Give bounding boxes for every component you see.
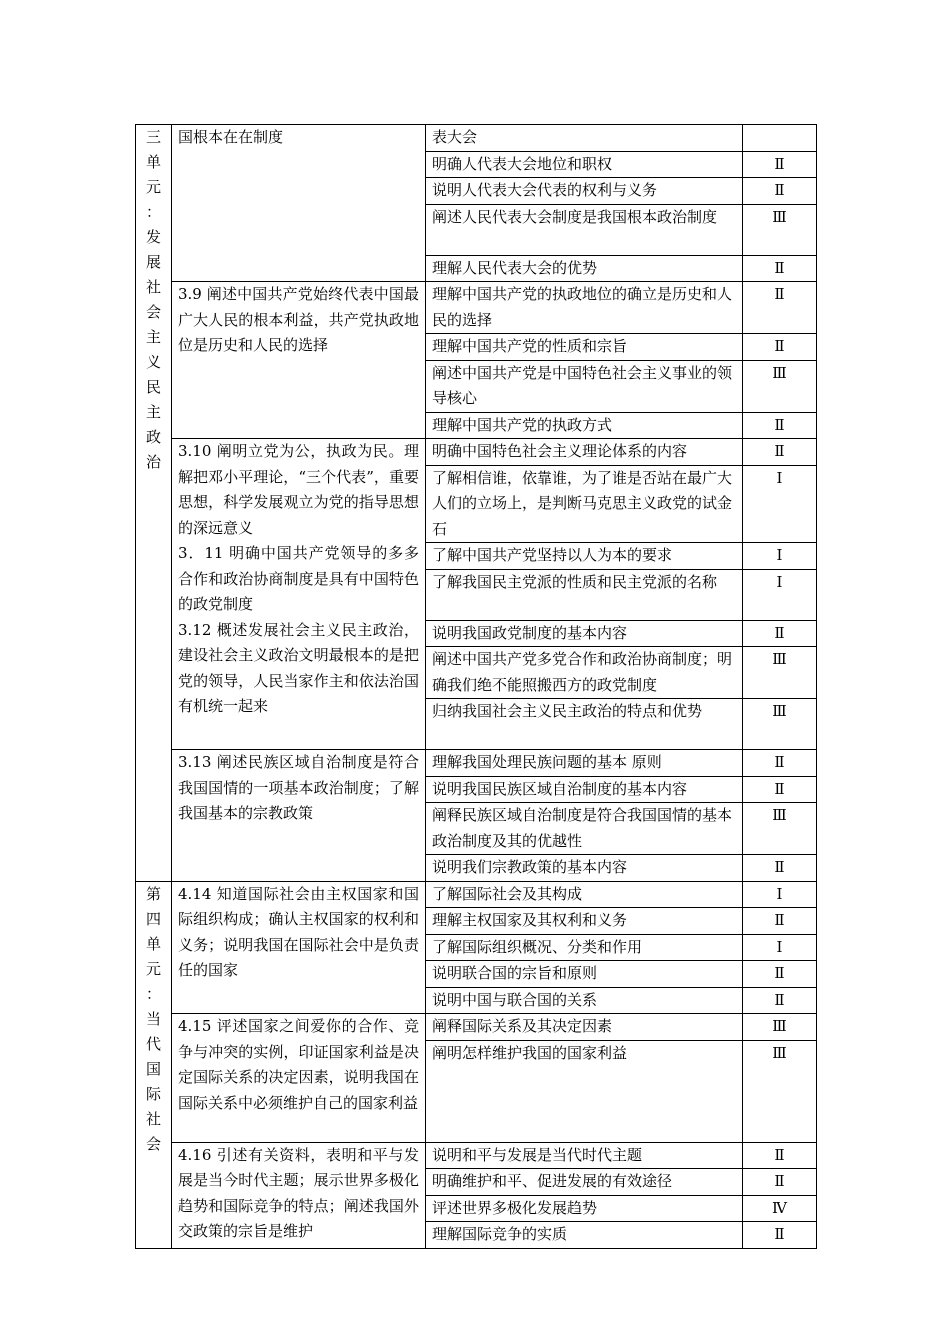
level-cell: Ⅱ [743,178,817,205]
level-cell: Ⅱ [743,412,817,439]
curriculum-table [135,124,817,1249]
content-standard-cell [172,1142,426,1248]
table-body [136,125,817,1249]
level-cell: Ⅰ [743,881,817,908]
content-standard-cell [172,750,426,882]
level-cell: Ⅲ [743,204,817,255]
requirement-cell: 理解中国共产党的执政方式 [426,412,743,439]
content-standard-cell [172,125,426,282]
requirement-cell: 阐明怎样维护我国的国家利益 [426,1040,743,1142]
requirement-cell: 说明和平与发展是当代时代主题 [426,1142,743,1169]
requirement-cell: 明确人代表大会地位和职权 [426,151,743,178]
level-cell: Ⅱ [743,1169,817,1196]
level-cell: Ⅱ [743,987,817,1014]
requirement-cell: 理解主权国家及其权利和义务 [426,908,743,935]
requirement-cell: 理解中国共产党的执政地位的确立是历史和人民的选择 [426,282,743,334]
table-row [136,1142,817,1169]
level-cell: Ⅱ [743,1222,817,1249]
requirement-cell: 理解我国处理民族问题的基本 原则 [426,750,743,777]
content-standard-cell [172,439,426,750]
level-cell: Ⅱ [743,908,817,935]
requirement-cell: 说明联合国的宗旨和原则 [426,961,743,988]
level-cell: Ⅲ [743,647,817,699]
level-cell: Ⅳ [743,1195,817,1222]
content-standard-text: 3.12 概述发展社会主义民主政治，建设社会主义政治文明最根本的是把党的领导，人民当家作主和依法治国有机统一起来 [178,620,419,715]
requirement-cell: 理解中国共产党的性质和宗旨 [426,334,743,361]
requirement-cell: 了解我国民主党派的性质和民主党派的名称 [426,569,743,620]
requirement-cell: 评述世界多极化发展趋势 [426,1195,743,1222]
level-cell: Ⅱ [743,750,817,777]
level-cell: Ⅱ [743,776,817,803]
requirement-cell: 阐述中国共产党多党合作和政治协商制度；明确我们绝不能照搬西方的政党制度 [426,647,743,699]
content-standard-text: 3.9 阐述中国共产党始终代表中国最广大人民的根本利益，共产党执政地位是历史和人民的选择 [178,285,419,354]
unit-title: 三单元：发展社会主义民主政治 [145,128,161,471]
level-cell: Ⅰ [743,934,817,961]
level-cell: Ⅱ [743,439,817,466]
requirement-cell: 表大会 [426,125,743,152]
level-cell: Ⅱ [743,255,817,282]
table-row [136,282,817,334]
level-cell: Ⅲ [743,360,817,412]
requirement-cell: 阐述人民代表大会制度是我国根本政治制度 [426,204,743,255]
content-standard-cell [172,282,426,439]
level-cell: Ⅲ [743,1040,817,1142]
content-standard-text: 国根本在在制度 [178,128,284,146]
requirement-cell: 说明我们宗教政策的基本内容 [426,855,743,882]
requirement-cell: 阐释国际关系及其决定因素 [426,1014,743,1041]
content-standard-text: 4.14 知道国际社会由主权国家和国际组织构成；确认主权国家的权利和义务；说明我国在国际社会中是负责任的国家 [178,884,419,979]
requirement-cell: 了解相信谁，依靠谁，为了谁是否站在最广大人们的立场上，是判断马克思主义政党的试金石 [426,465,743,543]
content-standard-cell [172,1014,426,1143]
level-cell: Ⅰ [743,465,817,543]
content-standard-text: 3.10 阐明立党为公，执政为民。理解把邓小平理论，“三个代表”，重要思想，科学发展观立为党的指导思想的深远意义 [178,442,419,537]
level-cell [743,125,817,152]
requirement-cell: 阐述中国共产党是中国特色社会主义事业的领导核心 [426,360,743,412]
requirement-cell: 理解国际竞争的实质 [426,1222,743,1249]
requirement-cell: 说明中国与联合国的关系 [426,987,743,1014]
requirement-cell: 明确维护和平、促进发展的有效途径 [426,1169,743,1196]
content-standard-text: 3.13 阐述民族区域自治制度是符合我国国情的一项基本政治制度；了解我国基本的宗教政策 [178,753,419,822]
content-standard-text: 4.16 引述有关资料，表明和平与发展是当今时代主题；展示世界多极化趋势和国际竞争的特点；阐述我国外交政策的宗旨是维护 [178,1145,419,1240]
requirement-cell: 了解中国共产党坚持以人为本的要求 [426,543,743,570]
level-cell: Ⅲ [743,803,817,855]
unit-title: 第四单元：当代国际社会 [145,884,161,1153]
level-cell: Ⅱ [743,282,817,334]
level-cell: Ⅲ [743,1014,817,1041]
level-cell: Ⅱ [743,334,817,361]
table-row [136,439,817,466]
content-standard-text: 3．11 明确中国共产党领导的多多合作和政治协商制度是具有中国特色的政党制度 [178,544,419,613]
level-cell: Ⅱ [743,1142,817,1169]
table-row [136,881,817,908]
unit-title-cell [136,125,172,882]
requirement-cell: 了解国际组织概况、分类和作用 [426,934,743,961]
requirement-cell: 明确中国特色社会主义理论体系的内容 [426,439,743,466]
level-cell: Ⅲ [743,699,817,750]
content-standard-cell [172,881,426,1014]
table-row [136,1014,817,1041]
requirement-cell: 说明我国民族区域自治制度的基本内容 [426,776,743,803]
unit-title-cell [136,881,172,1248]
level-cell: Ⅱ [743,961,817,988]
requirement-cell: 阐释民族区域自治制度是符合我国国情的基本政治制度及其的优越性 [426,803,743,855]
requirement-cell: 归纳我国社会主义民主政治的特点和优势 [426,699,743,750]
level-cell: Ⅰ [743,569,817,620]
level-cell: Ⅱ [743,620,817,647]
requirement-cell: 说明我国政党制度的基本内容 [426,620,743,647]
requirement-cell: 理解人民代表大会的优势 [426,255,743,282]
content-standard-text: 4.15 评述国家之间爱你的合作、竞争与冲突的实例，印证国家利益是决定国际关系的决定因素，说明我国在国际关系中必须维护自己的国家利益 [178,1017,419,1112]
level-cell: Ⅱ [743,855,817,882]
table-row [136,125,817,152]
level-cell: Ⅱ [743,151,817,178]
requirement-cell: 说明人代表大会代表的权利与义务 [426,178,743,205]
level-cell: Ⅰ [743,543,817,570]
table-row [136,750,817,777]
requirement-cell: 了解国际社会及其构成 [426,881,743,908]
